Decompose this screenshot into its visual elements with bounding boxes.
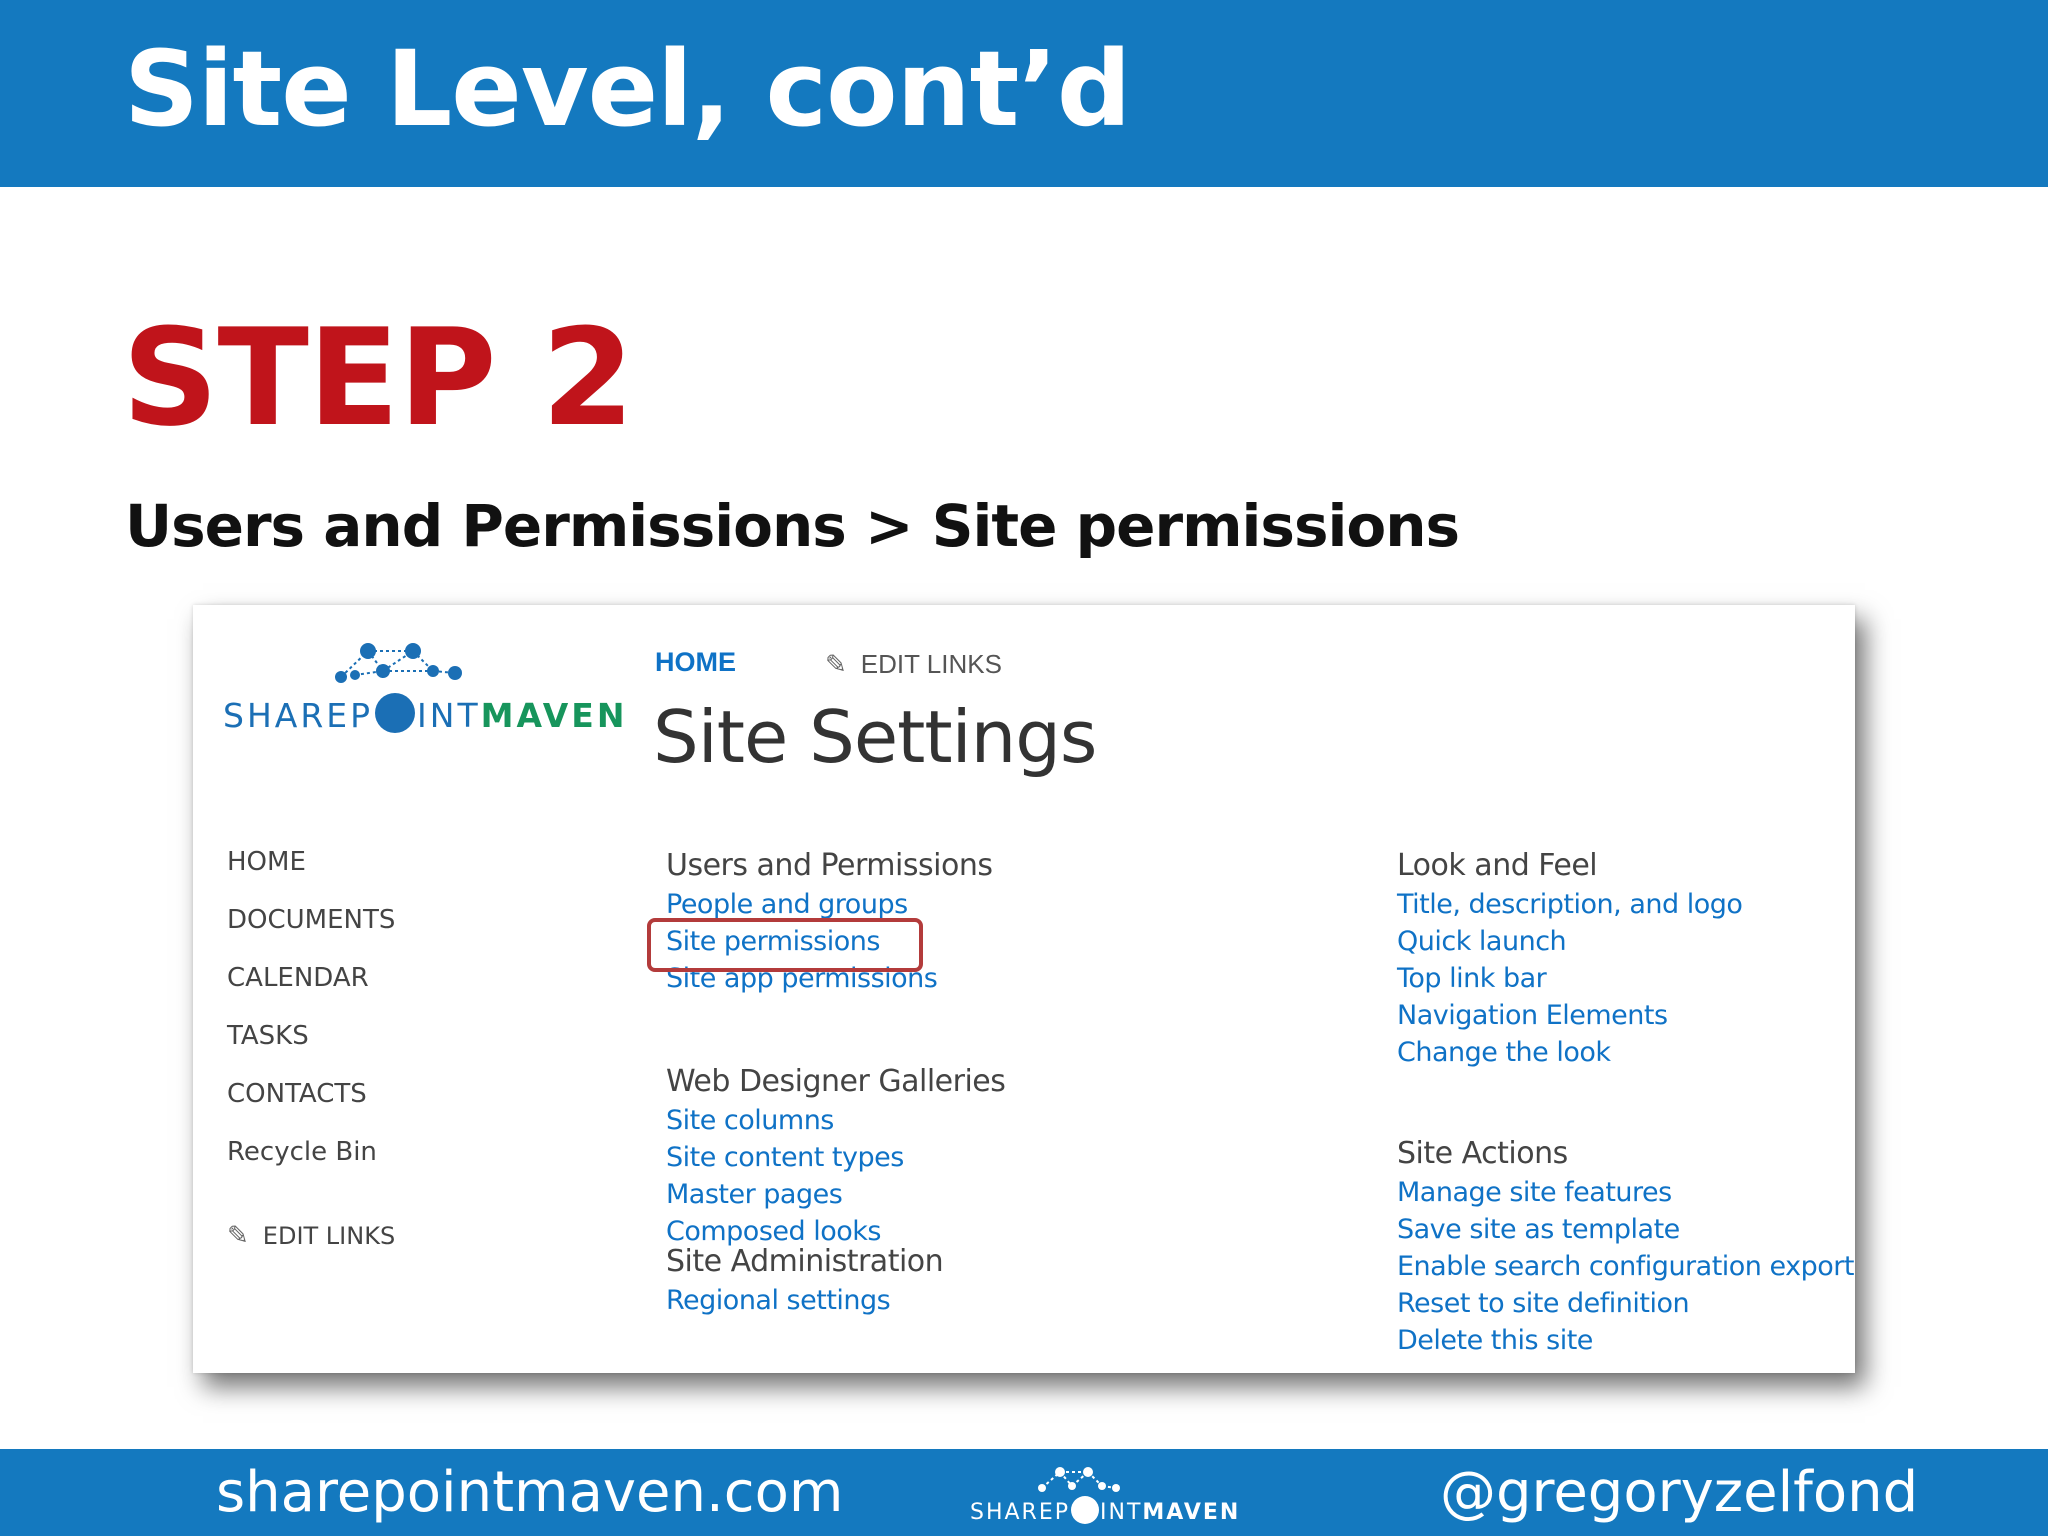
step-subtitle: Users and Permissions > Site permissions (125, 492, 1460, 560)
footer-twitter-handle[interactable]: @gregoryzelfond (1440, 1460, 1919, 1525)
highlight-box (647, 918, 923, 972)
leftnav-item-recycle-bin[interactable]: Recycle Bin (227, 1137, 377, 1167)
leftnav-item-home[interactable]: HOME (227, 847, 306, 877)
leftnav-item-contacts[interactable]: CONTACTS (227, 1079, 367, 1109)
link-enable-search-config-export[interactable]: Enable search configuration export (1397, 1251, 1854, 1282)
site-settings-screenshot (193, 605, 1855, 1373)
page-title: Site Settings (653, 695, 1097, 779)
link-site-app-permissions[interactable]: Site app permissions (666, 963, 938, 994)
leftnav-item-tasks[interactable]: TASKS (227, 1021, 309, 1051)
link-people-and-groups[interactable]: People and groups (666, 889, 908, 920)
footer-logo-wordmark: SHAREP INTMAVEN (970, 1496, 1240, 1525)
link-reset-to-site-definition[interactable]: Reset to site definition (1397, 1288, 1690, 1319)
leftnav-item-calendar[interactable]: CALENDAR (227, 963, 369, 993)
link-top-link-bar[interactable]: Top link bar (1397, 963, 1547, 994)
network-dots-icon (223, 635, 623, 695)
link-quick-launch[interactable]: Quick launch (1397, 926, 1567, 957)
topnav-edit-links[interactable]: ✎ EDIT LINKS (825, 649, 1002, 679)
footer-logo (970, 1460, 1240, 1530)
link-navigation-elements[interactable]: Navigation Elements (1397, 1000, 1668, 1031)
link-delete-this-site[interactable]: Delete this site (1397, 1325, 1593, 1356)
leftnav-item-documents[interactable]: DOCUMENTS (227, 905, 396, 935)
left-nav (227, 847, 395, 1251)
slide-title: Site Level, cont’d (124, 28, 1131, 150)
link-site-columns[interactable]: Site columns (666, 1105, 834, 1136)
network-dots-icon (970, 1460, 1240, 1500)
section-web-designer-galleries (666, 1064, 1005, 1252)
link-manage-site-features[interactable]: Manage site features (1397, 1177, 1672, 1208)
link-save-site-as-template[interactable]: Save site as template (1397, 1214, 1680, 1245)
section-look-and-feel (1397, 848, 1742, 1073)
section-heading: Look and Feel (1397, 848, 1598, 883)
logo-wordmark: SHAREP INTMAVEN (223, 693, 627, 735)
link-site-content-types[interactable]: Site content types (666, 1142, 904, 1173)
section-site-actions (1397, 1136, 1854, 1361)
link-regional-settings[interactable]: Regional settings (666, 1285, 891, 1316)
link-composed-looks[interactable]: Composed looks (666, 1216, 881, 1247)
logo-o-dot (375, 693, 415, 733)
sharepointmaven-logo[interactable] (223, 635, 628, 745)
link-site-permissions[interactable]: Site permissions (666, 926, 880, 957)
footer-website[interactable]: sharepointmaven.com (216, 1460, 844, 1525)
section-heading: Site Actions (1397, 1136, 1568, 1171)
link-master-pages[interactable]: Master pages (666, 1179, 843, 1210)
pencil-icon: ✎ (227, 1221, 249, 1251)
step-title: STEP 2 (122, 300, 634, 456)
section-heading: Web Designer Galleries (666, 1064, 1006, 1099)
link-title-description-logo[interactable]: Title, description, and logo (1397, 889, 1743, 920)
section-heading: Site Administration (666, 1244, 944, 1279)
link-change-the-look[interactable]: Change the look (1397, 1037, 1611, 1068)
topnav-home-link[interactable]: HOME (655, 647, 736, 677)
section-heading: Users and Permissions (666, 848, 993, 883)
leftnav-edit-links[interactable]: ✎ EDIT LINKS (227, 1221, 396, 1251)
pencil-icon: ✎ (825, 649, 847, 679)
section-site-administration (666, 1244, 943, 1321)
logo-o-dot (1071, 1496, 1099, 1524)
